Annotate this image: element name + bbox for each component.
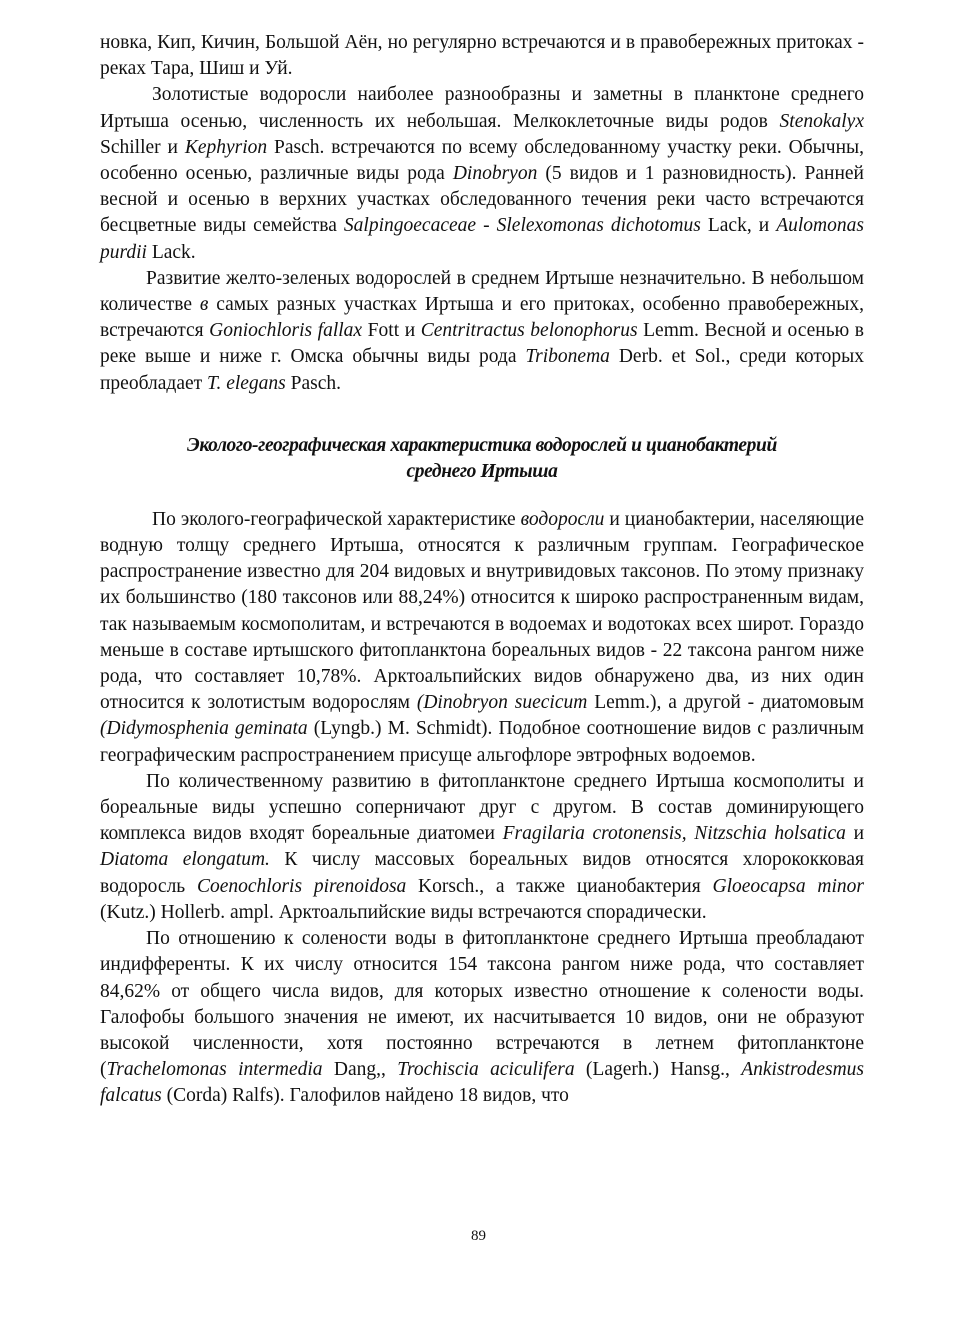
text-run: и bbox=[845, 823, 864, 845]
paragraph-p3 bbox=[100, 266, 864, 397]
italic-term: Salpingoecaceae - Slelexomonas dichotomus bbox=[343, 215, 701, 237]
italic-term: Kephyrion bbox=[184, 136, 268, 158]
text-run: Derb. et Sol., среди которых преобладает bbox=[100, 346, 864, 394]
italic-term: Tribonema bbox=[525, 346, 610, 368]
section-heading bbox=[100, 433, 864, 485]
italic-term: (Dinobryon suecicum bbox=[416, 692, 588, 714]
text-run: По эколого-географической характеристике bbox=[152, 508, 521, 530]
italic-term: Diatoma elongatum. bbox=[100, 849, 270, 871]
text-run: новка, Кип, Кичин, Большой Аён, но регулярно встречаются и в правобережных притоках - реках Тара, Шиш и Уй. bbox=[100, 32, 864, 80]
italic-term: T. elegans bbox=[207, 372, 286, 394]
text-run: и цианобактерии, населяющие водную толщу среднего Иртыша, относятся к различным группам. Географическое распространение известно для 204 видовых и внутривидовых таксонов. По этому признаку их большинство (180 таксонов или 88,24%) относится к широко распространенным видам, так называемым космополитам, и встречаются в водоемах и водотоках всех широт. Гораздо меньше в составе иртышского фитопланктона бореальных видов - 22 таксона рангом ниже рода, что составляет 10,78%. Арктоальпийских видов обнаружено два, из них один относится к золотистым водорослям bbox=[100, 508, 864, 714]
text-run: По отношению к солености воды в фитопланктоне среднего Иртыша преобладают индифференты. К их числу относится 154 таксона рангом ниже рода, что составляет 84,62% от общего числа видов, для которых известно отношение к солености воды. Галофобы большого значения не имеют, их насчитывается 10 видов, они не образуют высокой численности, хотя постоянно встречаются в летнем фитопланктоне ( bbox=[100, 928, 864, 1081]
italic-term: Fragilaria crotonensis, Nitzschia holsatica bbox=[502, 823, 846, 845]
document-page bbox=[100, 30, 864, 1110]
text-run: Schiller и bbox=[100, 136, 185, 158]
text-run: Pasch. встречаются по всему обследованному участку реки. Обычны, особенно осенью, различные виды рода bbox=[100, 136, 864, 185]
text-run: Lack. bbox=[146, 241, 196, 263]
text-run: (Corda) Ralfs). Галофилов найдено 18 видов, что bbox=[161, 1085, 569, 1107]
italic-term: Coenochloris pirenoidosa bbox=[196, 875, 407, 897]
text-run: По количественному развитию в фитопланктоне среднего Иртыша космополиты и бореальные виды успешно соперничают друг с другом. В состав доминирующего комплекса видов входят бореальные диатомеи bbox=[100, 770, 864, 845]
text-run: самых разных участках Иртыша и его притоках, особенно правобережных, встречаются bbox=[100, 294, 865, 342]
text-run: Золотистые водоросли наиболее разнообразны и заметны в планктоне среднего Иртыша осенью, численность их небольшая. Мелкоклеточные виды родов bbox=[100, 84, 864, 132]
text-run: Korsch., а также цианобактерия bbox=[406, 875, 713, 897]
italic-term: Centritractus belonophorus bbox=[420, 320, 638, 342]
paragraph-p2 bbox=[100, 82, 864, 265]
italic-term: (Didymosphenia geminata bbox=[100, 718, 308, 740]
text-run: (Lagerh.) Hansg., bbox=[574, 1059, 742, 1081]
text-run: Развитие желто-зеленых водорослей в среднем Иртыше незначительно. В небольшом количестве bbox=[100, 267, 864, 316]
section-heading-line-1: Эколого-географическая характеристика водорослей и цианобактерий bbox=[187, 434, 777, 456]
italic-term: Gloeocapsa minor bbox=[712, 875, 864, 897]
text-run: (5 видов и 1 разновидность). Ранней весной и осенью в верхних участках обследованного течения реки часто встречаются бесцветные виды семейства bbox=[100, 163, 864, 237]
text-run: К числу массовых бореальных видов относятся хлорококковая водоросль bbox=[100, 849, 864, 897]
text-run: (Kutz.) Hollerb. ampl. Арктоальпийские виды встречаются спорадически. bbox=[100, 901, 707, 923]
italic-term: Goniochloris fallax bbox=[209, 320, 363, 342]
section-heading-line-2: среднего Иртыша bbox=[406, 460, 558, 482]
italic-term: Ankistrodesmus falcatus bbox=[100, 1059, 864, 1107]
italic-term: Stenokalyx bbox=[779, 110, 864, 132]
body-text-section-1 bbox=[100, 30, 864, 397]
paragraph-p4 bbox=[100, 507, 864, 769]
body-text-section-2 bbox=[100, 507, 864, 1110]
text-run: (Lyngb.) M. Schmidt). Подобное соотношение видов с различным географическим распространением присуще альгофлоре эвтрофных водоемов. bbox=[100, 718, 864, 766]
italic-term: Trachelomonas intermedia bbox=[106, 1059, 323, 1081]
italic-term: Aulomonas purdii bbox=[100, 215, 864, 263]
italic-term: водоросли bbox=[520, 508, 605, 530]
italic-term: в bbox=[199, 294, 209, 316]
text-run: Pasch. bbox=[285, 372, 342, 394]
paragraph-p6 bbox=[100, 926, 864, 1109]
paragraph-p1 bbox=[100, 30, 864, 82]
page-number: 89 bbox=[471, 1228, 486, 1244]
text-run: Lack, и bbox=[700, 215, 777, 237]
text-run: Lemm.), а другой - диатомовым bbox=[587, 692, 864, 714]
text-run: Fott и bbox=[362, 320, 421, 342]
italic-term: Trochiscia aciculifera bbox=[397, 1059, 575, 1081]
text-run: Dang,, bbox=[322, 1059, 398, 1081]
italic-term: Dinobryon bbox=[452, 163, 538, 185]
text-run: Lemm. Весной и осенью в реке выше и ниже г. Омска обычны виды рода bbox=[100, 320, 864, 368]
paragraph-p5 bbox=[100, 769, 864, 926]
